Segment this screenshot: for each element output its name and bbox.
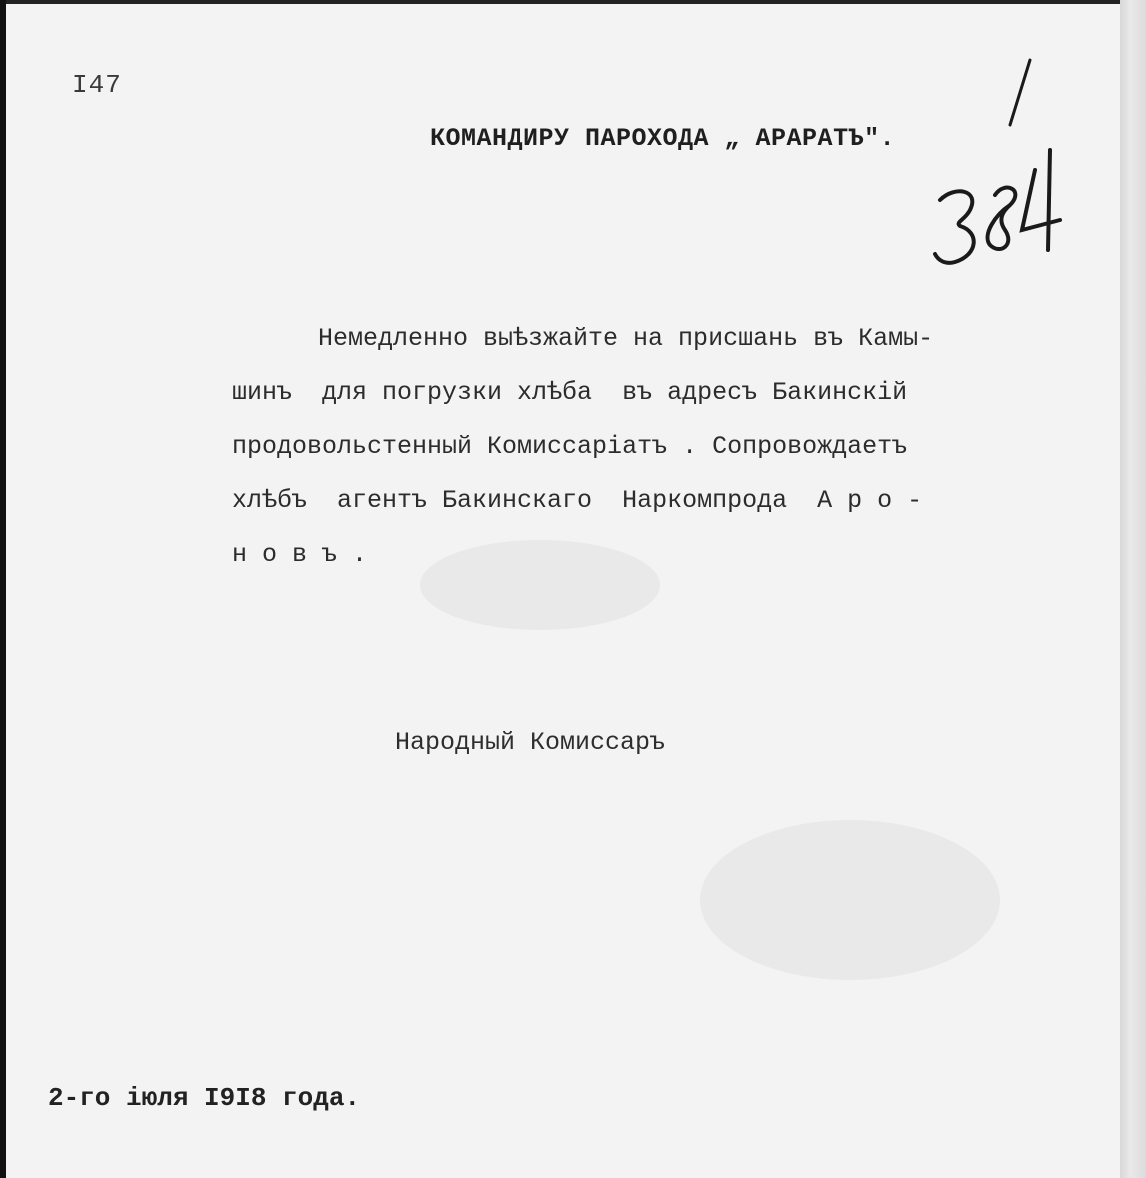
body-line: хлѣбъ агентъ Бакинскаго Наркомпрода А р о -: [232, 486, 923, 515]
recipient-heading: КОМАНДИРУ ПАРОХОДА „ АРАРАТЪ".: [430, 124, 896, 153]
body-line: продовольстенный Комиссаріатъ . Сопровождаетъ: [232, 432, 908, 461]
body-line: н о в ъ .: [232, 540, 368, 569]
scan-edge-left: [0, 0, 6, 1178]
signature-line: Народный Комиссаръ: [395, 728, 666, 757]
handwritten-annotation: [910, 40, 1090, 290]
scan-edge-right: [1120, 0, 1146, 1178]
page-number: I47: [72, 70, 122, 100]
document-date: 2-го іюля I9I8 года.: [48, 1083, 361, 1113]
paper-smudge: [700, 820, 1000, 980]
scan-edge-top: [0, 0, 1146, 4]
body-text: [232, 312, 1062, 582]
body-line: Немедленно выѣзжайте на присшань въ Камы-: [318, 324, 934, 353]
body-line: шинъ для погрузки хлѣба въ адресъ Бакинскій: [232, 378, 908, 407]
handwritten-number-icon: [910, 40, 1090, 290]
